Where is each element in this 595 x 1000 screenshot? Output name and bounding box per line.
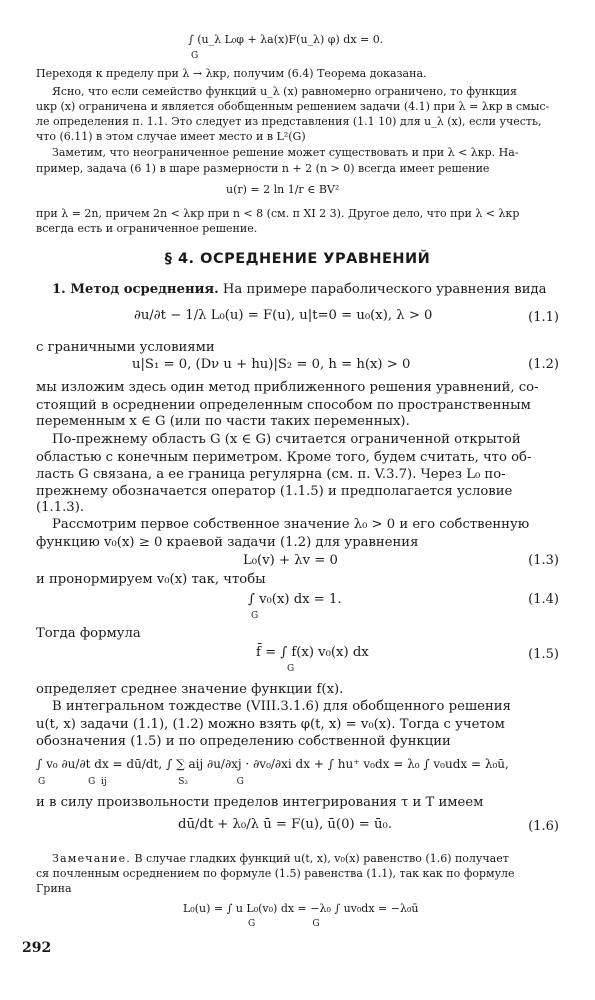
text-line: обозначения (1.5) и по определению собственной функции [36, 734, 451, 749]
text-line: при λ = 2n, причем 2n < λкр при n < 8 (см. п XI 2 3). Другое дело, что при λ < λкр [36, 207, 520, 220]
text-line: и пронормируем v₀(x) так, чтобы [36, 572, 266, 587]
integral-domain-label: G [191, 51, 199, 61]
section-heading: § 4. ОСРЕДНЕНИЕ УРАВНЕНИЙ [164, 251, 431, 267]
text-line: Тогда формула [36, 626, 141, 641]
integral-domain-label: G [251, 611, 259, 621]
equation-number: (1.2) [528, 357, 559, 372]
equation-eigen: L₀(v) + λv = 0 [243, 553, 338, 568]
equation-mean-value: f̄ = ∫ f(x) v₀(x) dx [256, 645, 369, 660]
text-line: Грина [36, 882, 72, 895]
text-line: Рассмотрим первое собственное значение λ₀ > 0 и его собственную [52, 517, 530, 532]
equation-averaged: dū/dt + λ₀/λ ū = F(u), ū(0) = ū₀. [178, 817, 393, 832]
text-line: и в силу произвольности пределов интегрирования τ и T имеем [36, 795, 484, 810]
text-line: ся почленным осреднением по формуле (1.5) равенства (1.1), так как по формуле [36, 867, 515, 880]
text-line: Переходя к пределу при λ → λкр, получим (6.4) Теорема доказана. [36, 67, 427, 80]
equation-number: (1.4) [528, 592, 559, 607]
text-line: стоящий в осреднении определенным способом по пространственным [36, 398, 531, 413]
page-number: 292 [22, 940, 52, 956]
paragraph-lead-title: 1. Метод осреднения. [52, 282, 219, 297]
equation-green: L₀(u) = ∫ u L₀(v₀) dx = −λ₀ ∫ uv₀dx = −λ₀ū [183, 902, 419, 915]
text-line: функцию v₀(x) ≥ 0 краевой задачи (1.2) для уравнения [36, 535, 419, 550]
text-line: переменным x ∈ G (или по части таких переменных). [36, 414, 410, 429]
text-line: мы изложим здесь один метод приближенного решения уравнений, со- [36, 380, 539, 395]
equation-parabolic: ∂u/∂t − 1/λ L₀(u) = F(u), u|t=0 = u₀(x), λ > 0 [134, 308, 433, 323]
text-line: Заметим, что неограниченное решение может существовать и при λ < λкр. На- [52, 146, 519, 159]
equation-boundary-conditions: u|S₁ = 0, (Dν u + hu)|S₂ = 0, h = h(x) > 0 [132, 357, 411, 372]
equation-limit-identity: ∫ (u_λ L₀φ + λa(x)F(u_λ) φ) dx = 0. [188, 33, 384, 46]
equation-normalization: ∫ v₀(x) dx = 1. [248, 592, 342, 607]
equation-solution: u(r) = 2 ln 1/r ∈ BV² [226, 183, 340, 196]
integral-domain-labels: G G ij S₂ G [38, 777, 244, 787]
text-line: ле определения п. 1.1. Это следует из представления (1.1 10) для u_λ (x), если учесть, [36, 115, 542, 128]
text-line: Ясно, что если семейство функций u_λ (x) равномерно ограничено, то функция [52, 85, 517, 98]
equation-number: (1.5) [528, 647, 559, 662]
text-line: (1.1.3). [36, 500, 85, 515]
remark-title: Замечание. [52, 852, 131, 865]
text-line: В интегральном тождестве (VIII.3.1.6) для обобщенного решения [52, 699, 511, 714]
text-line: uкр (x) ограничена и является обобщенным решением задачи (4.1) при λ = λкр в смыс- [36, 100, 550, 113]
text-line: u(t, x) задачи (1.1), (1.2) можно взять φ(t, x) = v₀(x). Тогда с учетом [36, 717, 505, 732]
equation-number: (1.6) [528, 819, 559, 834]
remark-line [52, 853, 509, 864]
equation-number: (1.1) [528, 310, 559, 325]
remark-text: В случае гладких функций u(t, x), v₀(x) равенство (1.6) получает [130, 852, 509, 865]
integral-domain-labels: G G [248, 919, 320, 929]
text-line: областью с конечным периметром. Кроме того, будем считать, что об- [36, 450, 532, 465]
integral-domain-label: G [287, 664, 295, 674]
text-line: определяет среднее значение функции f(x). [36, 682, 344, 697]
paragraph-lead [52, 283, 547, 296]
text-line: По-прежнему область G (x ∈ G) считается ограниченной открытой [52, 432, 521, 447]
text-line: что (6.11) в этом случае имеет место и в L²(G) [36, 130, 306, 143]
equation-number: (1.3) [528, 553, 559, 568]
text-line: ласть G связана, а ее граница регулярна (см. п. V.3.7). Через L₀ по- [36, 467, 506, 482]
text-line: с граничными условиями [36, 340, 215, 355]
paragraph-lead-text: На примере параболического уравнения вида [218, 282, 547, 297]
text-line: прежнему обозначается оператор (1.1.5) и предполагается условие [36, 484, 513, 499]
text-line: всегда есть и ограниченное решение. [36, 222, 258, 235]
equation-integral-identity: ∫ v₀ ∂u/∂t dx = dū/dt, ∫ ∑ aij ∂u/∂xj · ∂v₀/∂xi dx + ∫ hu⁺ v₀dx = λ₀ ∫ v₀udx = λ₀ū, [36, 757, 509, 771]
text-line: пример, задача (6 1) в шаре размерности n + 2 (n > 0) всегда имеет решение [36, 162, 490, 175]
